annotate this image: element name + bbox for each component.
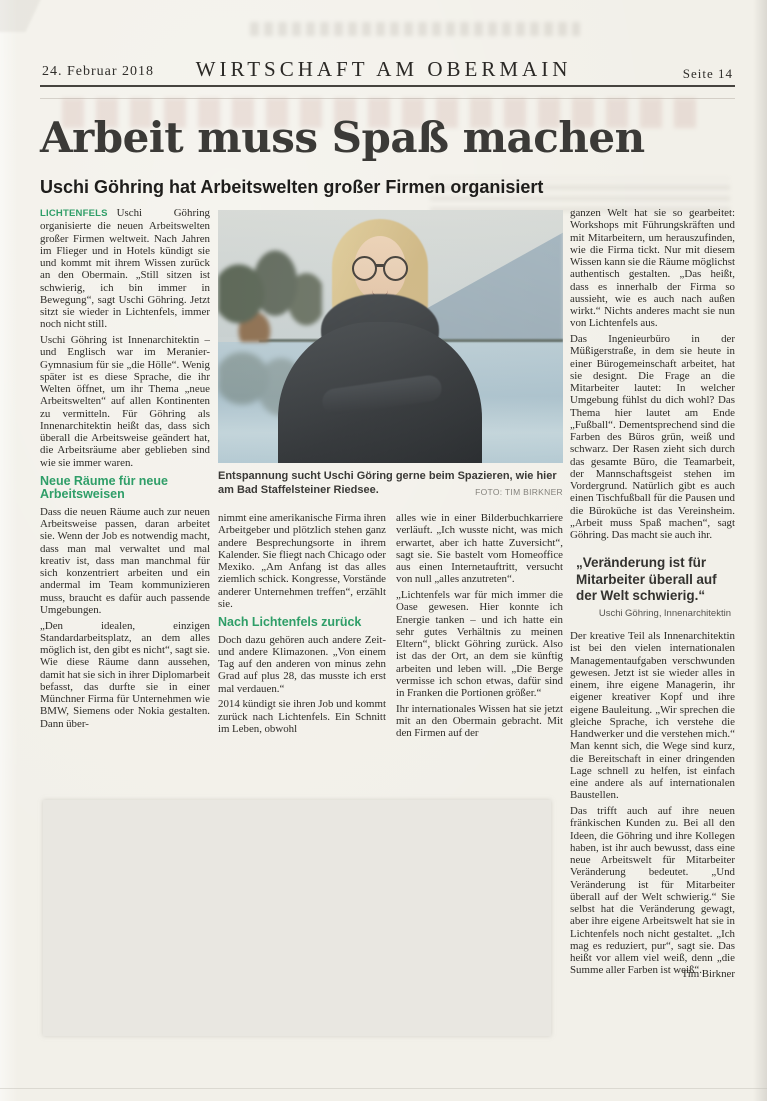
article-photo [218, 210, 563, 463]
article-column-3 [396, 512, 563, 743]
bleed-through-top [250, 22, 580, 36]
article-headline: Arbeit muss Spaß machen [40, 113, 645, 162]
article-column-4 [570, 207, 735, 980]
masthead-rule [40, 85, 735, 87]
photo-caption-block [218, 469, 563, 499]
paragraph: „Lichtenfels war für mich immer die Oase gewesen. Hier konnte ich Energie tanken – und ich hatte ein sehr gutes Verhältnis zu meinen Eltern“, blickt Göhring zurück. Also ist das der Ort, an dem sie künftig arbeiten und leben will. „Die Berge vermisse ich schon etwas, dafür sind in Franken die Portionen größer.“ [396, 589, 563, 699]
paragraph: Ihr internationales Wissen hat sie jetzt mit an den Obermain gebracht. Mit den Firmen auf der [396, 702, 563, 740]
paragraph: alles wie in einer Bilderbuchkarriere verläuft. „Ich wusste nicht, was mich erwartet, aber ich hatte Zuversicht“, sagt sie. Sie bastelt vom Homeoffice aus einen Internetauftritt, versucht von null „alles anzutreten“. [396, 512, 563, 586]
paragraph-text: Uschi Göhring organisierte die neuen Arbeitswelten großer Firmen weltweit. Nach Jahren im Flieger und in Hotels kündigt sie und kommt mit ihrem Wissen zurück an den Obermain. „Still sitzen ist schwierig, ich bin immer in Bewegung“, sagt Uschi Göhring. Jetzt sitzt sie wieder in Lichtenfels, immer noch nicht still. [40, 207, 210, 331]
author-byline: Tim Birkner [681, 967, 735, 980]
pull-quote-attribution: Uschi Göhring, Innenarchitektin [598, 607, 731, 619]
scan-crease-artifact [0, 0, 108, 32]
paragraph: Uschi Göhring ist Innenarchitektin – und Englisch war im Meranier-Gymnasium für sie „die Hölle“. Wenig später ist es diese Sprache, die ihr Welten öffnet, um ihr Thema „neue Arbeitswelten“ auf allen Kontinenten zu vermitteln. Für Göhring als Innenarchitektin heißt das, dass sich überall die Arbeitsweise geändert hat, die Arbeitsräume aber geblieben sind wie sie immer waren. [40, 334, 210, 469]
paragraph: Das trifft auch auf ihre neuen fränkischen Kunden zu. Bei all den Ideen, die Göhring und ihre Kollegen haben, ist ihr auch bewusst, dass eine neue Arbeitswelt für Mitarbeiter Veränderung bedeutet. „Und Veränderung ist für Mitarbeiter überall auf der Welt schwierig.“ Sie selbst hat die Veränderung gewagt, aber ihre eigene Arbeitswelt hat sie in Lichtenfels noch nicht gestaltet. „Ich mag es reduziert, pur“, sagt sie. Das heißt vor allem viel weiß, denn „die Summe aller Farben ist weiß“. [570, 805, 735, 977]
section-heading: Neue Räume für neue Arbeitsweisen [40, 473, 168, 502]
masthead-date: 24. Februar 2018 [42, 64, 155, 79]
photo-haze-overlay [218, 210, 563, 463]
masthead-rule-ghost [40, 98, 735, 99]
masthead-title: WIRTSCHAFT AM OBERMAIN [195, 57, 572, 81]
scan-bottom-edge [0, 1088, 767, 1089]
paragraph: Dass die neuen Räume auch zur neuen Arbeitsweise passen, daran arbeitet sie. Wenn der Job es notwendig macht, dass man mal verwaltet und mal kreativ ist, dass man manchmal für sich konzentriert arbeiten und ein andermal im Team kommunizieren muss, braucht es dafür auch passende Umgebungen. [40, 505, 210, 616]
section-heading: Nach Lichtenfels zurück [218, 615, 362, 629]
paragraph: 2014 kündigt sie ihren Job und kommt zurück nach Lichtenfels. Ein Schnitt im Leben, obwohl [218, 698, 386, 735]
masthead-page-number: Seite 14 [682, 66, 733, 81]
article-column-1 [40, 207, 210, 733]
article-subheadline: Uschi Göhring hat Arbeitswelten großer Firmen organisiert [40, 177, 544, 197]
paragraph: „Den idealen, einzigen Standardarbeitsplatz, an dem alles möglich ist, den gibt es nicht“, sagt sie. Wie diese Räume dann aussehen, damit hat sie sich in ihrer Diplomarbeit befasst, das durfte sie in einer Münchner Firma für Unternehmen wie BMW, Siemens oder Nokia gestalten. Dann über- [40, 619, 210, 730]
paragraph: Das Ingenieurbüro in der Müßigerstraße, in dem sie heute in einer Bürogemeinschaft arbeitet, hat sie designt. Die Frage an die Mitarbeiter lautet: In welcher Umgebung fühlst du dich wohl? Das Thema hier lautet am Ende „Fußball“. Dementsprechend sind die Farben des Büros grün, weiß und schwarz. Der Rasen zieht sich durch das gesamte Büro, die Teamarbeit, der Mannschaftsgeist stehen im Vordergrund. Natürlich gibt es auch einen Tischfußball für die Pausen und die Büroküche ist das Vereinsheim. „Arbeit muss Spaß machen“, sagt Göhring. Das macht sie auch ihr. [570, 333, 735, 541]
photo-caption: Entspannung sucht Uschi Göring gerne beim Spazieren, wie hier am Bad Staffelsteiner Riedsee. [218, 470, 557, 496]
pull-quote-text: „Veränderung ist für Mitarbeiter überall auf der Welt schwierig.“ [576, 555, 717, 604]
paragraph: ganzen Welt hat sie so gearbeitet: Workshops mit Führungskräften und mit Mitarbeitern, um herauszufinden, wie die Firma tickt. Nur mit diesem Wissen kann sie die Räume möglichst authentisch gestalten. „Das heißt, dass es innerhalb der Firma so aussieht, wie es auch nach außen wirkt.“ Nichts anderes macht sie nun von Lichtenfels aus. [570, 207, 735, 330]
paragraph [40, 207, 210, 331]
pull-quote [576, 555, 735, 620]
photo-credit: FOTO: TIM BIRKNER [475, 487, 563, 497]
paragraph: nimmt eine amerikanische Firma ihren Arbeitgeber und plötzlich stehen ganz andere Besprechungsorte in ihrem Kalender. Sie fliegt nach Chicago oder Mexiko. „Am Anfang ist das alles ziemlich schick. Kongresse, Vorstände anderer Unternehmen treffen“, erzählt sie. [218, 512, 386, 610]
paragraph: Der kreative Teil als Innenarchitektin ist bei den vielen internationalen Managementaufgaben verschwunden gewesen. Jetzt ist sie wieder alles in einem, ihre eigene Managerin, ihr eigener kreativer Kopf und ihre eigene Bauleitung. „Wir sprechen die gleiche Sprache, ich verstehe die Handwerker und die verstehen mich.“ Man kennt sich, die Wege sind kurz, die Bereitschaft in einer dringenden Lage schnell zu helfen, ist einfach eine andere als auf internationalen Baustellen. [570, 630, 735, 802]
dateline: LICHTENFELS [40, 208, 108, 219]
article-column-2 [218, 512, 386, 739]
blurred-ad-region [43, 800, 551, 1036]
paragraph: Doch dazu gehören auch andere Zeit- und andere Klimazonen. „Von einem Tag auf den anderen von minus zehn Grad auf plus 28, das musste ich erst mal verdauen.“ [218, 633, 386, 695]
